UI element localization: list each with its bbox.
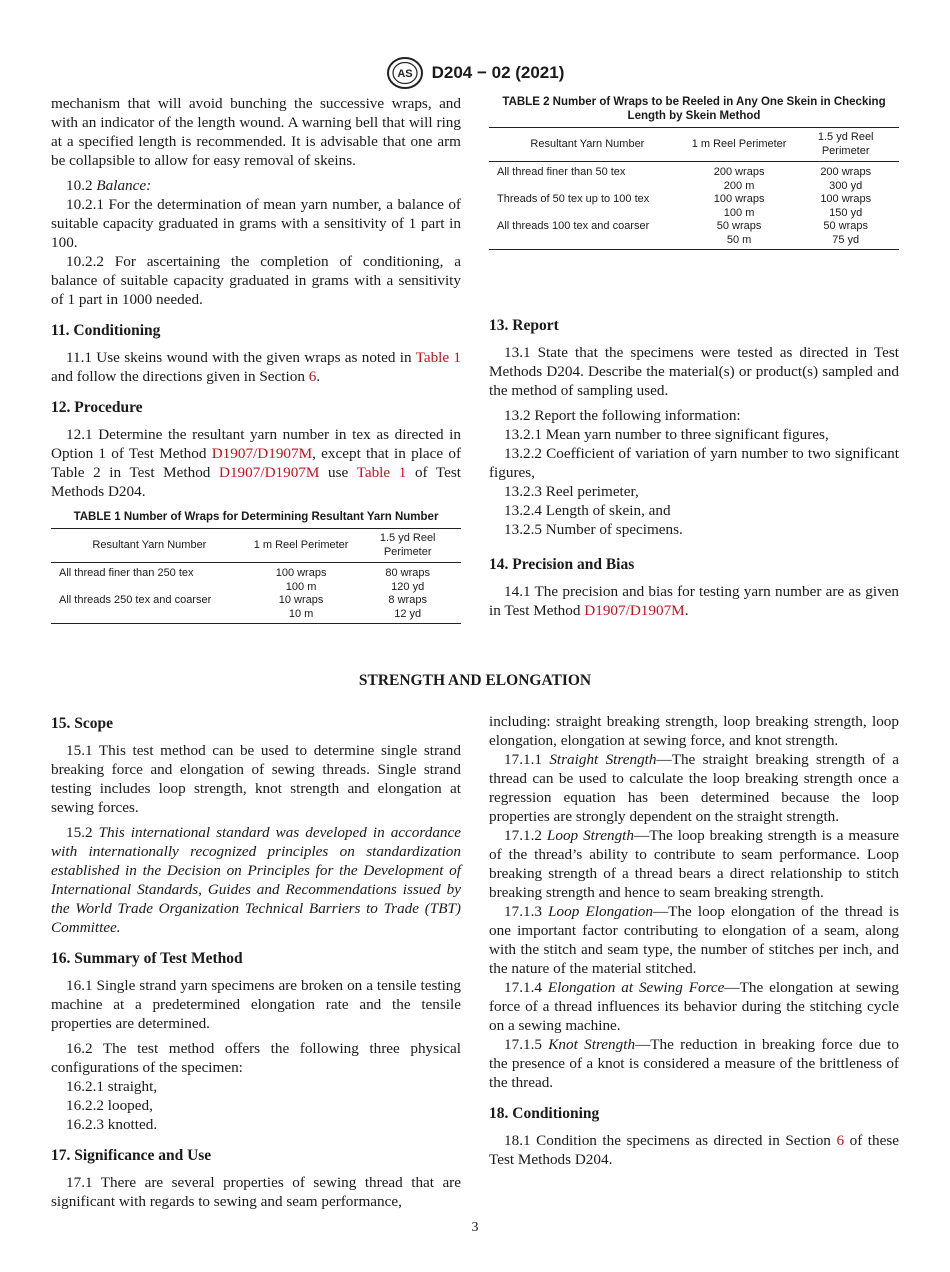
svg-text:AS: AS (396, 68, 413, 80)
heading-15: 15. Scope (51, 715, 113, 732)
table-header: 1 m Reel Perimeter (686, 128, 793, 162)
heading-14: 14. Precision and Bias (489, 556, 635, 573)
astm-logo-icon (386, 56, 424, 90)
heading-16: 16. Summary of Test Method (51, 950, 243, 967)
table-1-link[interactable]: Table 1 (356, 464, 407, 481)
d1907-link[interactable]: D1907/D1907M (584, 602, 685, 619)
section-heading: STRENGTH AND ELONGATION (358, 672, 592, 689)
paragraph-13-2-4: 13.2.4 Length of skein, and (504, 502, 671, 519)
page-number: 3 (471, 1220, 479, 1235)
paragraph-13-2-5: 13.2.5 Number of specimens. (504, 521, 683, 538)
paragraph-13-2-1: 13.2.1 Mean yarn number to three significant figures, (504, 426, 829, 443)
table-header: 1.5 yd Reel Perimeter (792, 128, 899, 162)
heading-18: 18. Conditioning (489, 1105, 600, 1122)
table-row: 50 m 75 yd (489, 234, 899, 250)
table-row: All threads 100 tex and coarser 50 wraps 50 wraps (497, 220, 869, 232)
paragraph-17-1-4: 17.1.4 Elongation at Sewing Force—The elongation at sewing force of a thread influences its behavior during the stitching cycle on a sewing machine. (489, 979, 899, 1034)
paragraph-13-2: 13.2 Report the following information: (504, 407, 741, 424)
table-row: 10 m 12 yd (51, 608, 461, 624)
page-header (0, 56, 950, 90)
paragraph-17-1-5: 17.1.5 Knot Strength—The reduction in breaking force due to the presence of a knot is considered a measure of the brittleness of the thread. (489, 1036, 899, 1091)
paragraph-16-2-1: 16.2.1 straight, (66, 1078, 158, 1095)
paragraph-11-1: 11.1 Use skeins wound with the given wraps as noted in Table 1 and follow the directions given in Section 6. (51, 349, 462, 385)
heading-11: 11. Conditioning (51, 322, 161, 339)
paragraph-14-1: 14.1 The precision and bias for testing yarn number are as given in Test Method D1907/D1907M. (489, 583, 899, 619)
paragraph-13-2-2: 13.2.2 Coefficient of variation of yarn number to two significant figures, (489, 445, 899, 481)
paragraph-10-2-1: 10.2.1 For the determination of mean yarn number, a balance of suitable capacity graduated in grams with a sensitivity of 1 part in 100. (51, 196, 461, 251)
table-2-title: TABLE 2 Number of Wraps to be Reeled in Any One Skein in Checking Length by Skein Method (502, 96, 886, 122)
document-title: D204 − 02 (2021) (431, 63, 565, 82)
table-1-block (51, 510, 461, 624)
table-1-title: TABLE 1 Number of Wraps for Determining Resultant Yarn Number (73, 511, 439, 523)
paragraph-10-1-cont: mechanism that will avoid bunching the successive wraps, and with an indicator of the length wound. A warning bell that will ring at a specified length is recommended. It is advisable that one arm be collapsible to allow for easy removal of skeins. (51, 95, 461, 169)
paragraph-17-1-3: 17.1.3 Loop Elongation—The loop elongation of the thread is one important factor contributing to elongation of a seam, along with the stitch and seam type, the number of stitches per inch, and the nature of the material stitched. (489, 903, 899, 977)
table-1-link[interactable]: Table 1 (415, 349, 462, 366)
paragraph-16-2-3: 16.2.3 knotted. (66, 1116, 158, 1133)
table-row: 100 m 120 yd (285, 580, 425, 593)
paragraph-13-2-3: 13.2.3 Reel perimeter, (504, 483, 639, 500)
table-header: Resultant Yarn Number (51, 529, 248, 563)
table-row: 100 m 150 yd (723, 206, 863, 219)
paragraph-16-1: 16.1 Single strand yarn specimens are broken on a tensile testing machine at a predetermined elongation rate and the tensile properties are determined. (51, 977, 461, 1032)
paragraph-17-1-1: 17.1.1 Straight Strength—The straight breaking strength of a thread can be used to calculate the loop breaking strength once a regression equation has been determined because the loop properties are strongly dependent on the straight strength. (489, 751, 899, 825)
section-6-link[interactable]: 6 (308, 368, 317, 385)
table-1 (51, 528, 461, 624)
right-column-top (489, 304, 899, 620)
paragraph-10-2: 10.2 Balance: (66, 177, 152, 194)
paragraph-17-1-cont: including: straight breaking strength, loop breaking strength, loop elongation, elongation at sewing force, and knot strength. (489, 713, 899, 749)
table-2-block (489, 95, 899, 250)
paragraph-15-1: 15.1 This test method can be used to determine single strand breaking force and elongation of sewing threads. Single strand testing includes loop strength, knot strength and elongation at sewing forces. (51, 742, 461, 816)
section-6-link[interactable]: 6 (836, 1132, 845, 1149)
heading-13: 13. Report (489, 317, 559, 334)
left-column-top (51, 94, 461, 501)
table-2 (489, 127, 899, 250)
table-header: Resultant Yarn Number (489, 128, 686, 162)
paragraph-18-1: 18.1 Condition the specimens as directed in Section 6 of these Test Methods D204. (489, 1132, 899, 1168)
paragraph-16-2: 16.2 The test method offers the following three physical configurations of the specimen: (51, 1040, 461, 1076)
paragraph-10-2-2: 10.2.2 For ascertaining the completion of conditioning, a balance of suitable capacity graduated in grams with a sensitivity of 1 part in 1000 needed. (51, 253, 461, 308)
paragraph-17-1-2: 17.1.2 Loop Strength—The loop breaking strength is a measure of the thread’s ability to contribute to seam performance. Loop breaking strength of a thread bears a direct relationship to stitch breaking strength and hence to seam breaking strength. (489, 827, 899, 901)
table-row: 200 m 300 yd (723, 179, 863, 192)
table-row: All thread finer than 250 tex 100 wraps 80 wraps (59, 567, 431, 579)
d1907-link[interactable]: D1907/D1907M (219, 464, 320, 481)
paragraph-12-1: 12.1 Determine the resultant yarn number in tex as directed in Option 1 of Test Method D1907/D1907M, except that in place of Table 2 in Test Method D1907/D1907M use Table 1 of Test Methods D204. (51, 426, 462, 500)
table-row: Threads of 50 tex up to 100 tex 100 wraps 100 wraps (497, 193, 872, 205)
heading-17: 17. Significance and Use (51, 1147, 212, 1164)
table-header: 1.5 yd Reel Perimeter (354, 529, 461, 563)
heading-12: 12. Procedure (51, 399, 143, 416)
d1907-link[interactable]: D1907/D1907M (211, 445, 313, 462)
table-row: All threads 250 tex and coarser 10 wraps 8 wraps (59, 594, 427, 606)
table-row: All thread finer than 50 tex 200 wraps 200 wraps (497, 166, 872, 178)
paragraph-17-1: 17.1 There are several properties of sewing thread that are significant with regards to sewing and seam performance, (51, 1174, 461, 1210)
paragraph-16-2-2: 16.2.2 looped, (66, 1097, 153, 1114)
right-column-bottom (489, 712, 899, 1169)
paragraph-13-1: 13.1 State that the specimens were tested as directed in Test Methods D204. Describe the material(s) or product(s) sampled and the method of sampling used. (489, 344, 899, 399)
paragraph-15-2: 15.2 This international standard was developed in accordance with internationally recognized principles on standardization established in the Decision on Principles for the Development of International Standards, Guides and Recommendations issued by the World Trade Organization Technical Barriers to Trade (TBT) Committee. (51, 824, 461, 936)
left-column-bottom (51, 702, 461, 1211)
table-header: 1 m Reel Perimeter (248, 529, 355, 563)
